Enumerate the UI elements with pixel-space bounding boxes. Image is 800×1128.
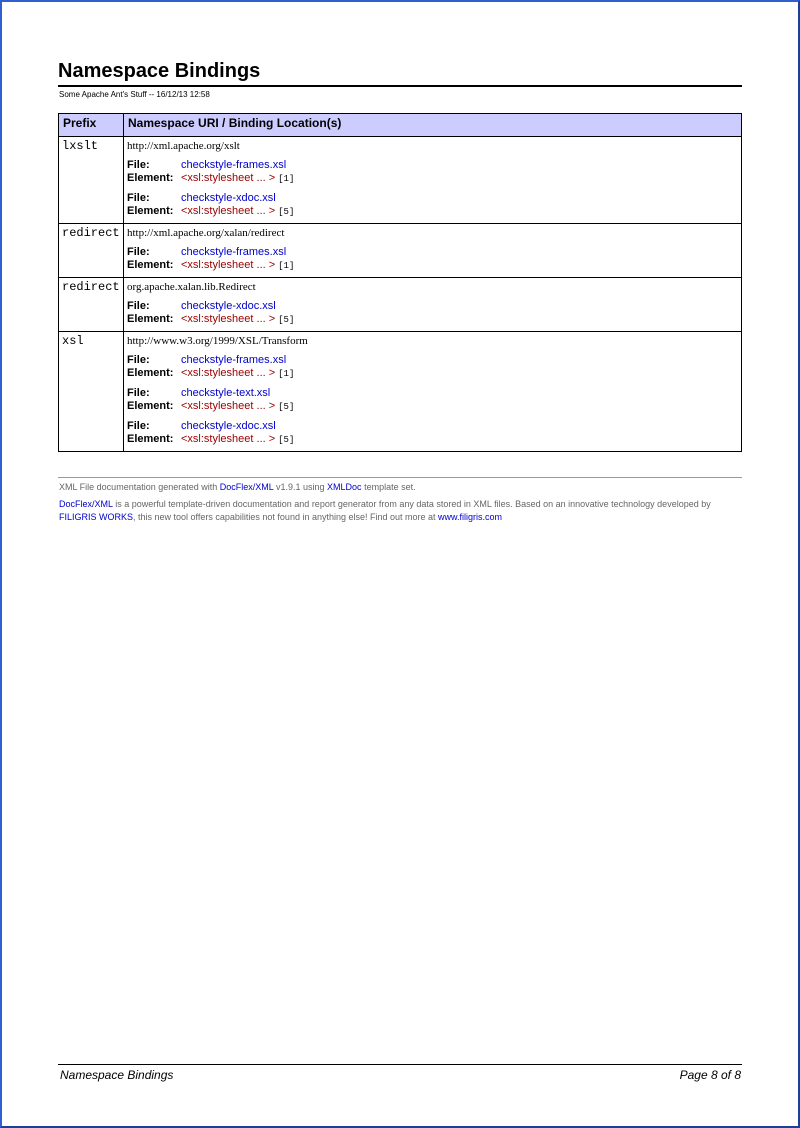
table-row bbox=[59, 332, 742, 452]
file-label: File: bbox=[127, 387, 150, 399]
namespace-uri: http://xml.apache.org/xalan/redirect bbox=[127, 227, 285, 239]
binding-location bbox=[127, 159, 738, 186]
doc-divider bbox=[58, 477, 742, 478]
element-label: Element: bbox=[127, 259, 174, 271]
about-paragraph bbox=[59, 498, 742, 524]
element-link[interactable]: <xsl:stylesheet ... > bbox=[181, 433, 276, 445]
namespace-prefix: redirect bbox=[59, 278, 124, 332]
element-number: [5] bbox=[278, 207, 295, 217]
generated-suffix: template set. bbox=[364, 482, 416, 492]
namespace-table bbox=[58, 113, 742, 452]
element-label: Element: bbox=[127, 172, 174, 184]
binding-location bbox=[127, 387, 738, 414]
file-link[interactable]: checkstyle-xdoc.xsl bbox=[181, 192, 276, 204]
element-label: Element: bbox=[127, 367, 174, 379]
table-row bbox=[59, 224, 742, 278]
file-label: File: bbox=[127, 159, 150, 171]
namespace-cell bbox=[124, 332, 742, 452]
about-docflex-link[interactable]: DocFlex/XML bbox=[59, 499, 113, 509]
filigris-link[interactable]: FILIGRIS WORKS bbox=[59, 512, 134, 522]
page-number: Page 8 of 8 bbox=[679, 1068, 741, 1082]
page-subtitle: Some Apache Ant's Stuff -- 16/12/13 12:58 bbox=[59, 90, 210, 99]
element-number: [5] bbox=[278, 435, 295, 445]
element-number: [1] bbox=[278, 174, 295, 184]
element-link[interactable]: <xsl:stylesheet ... > bbox=[181, 313, 276, 325]
element-label: Element: bbox=[127, 433, 174, 445]
file-link[interactable]: checkstyle-xdoc.xsl bbox=[181, 420, 276, 432]
generated-note bbox=[59, 481, 416, 493]
binding-location bbox=[127, 246, 738, 273]
table-row bbox=[59, 137, 742, 224]
binding-location bbox=[127, 420, 738, 447]
generated-version: v1.9.1 using bbox=[275, 482, 325, 492]
file-label: File: bbox=[127, 246, 150, 258]
binding-location bbox=[127, 192, 738, 219]
docflex-link[interactable]: DocFlex/XML bbox=[219, 482, 274, 492]
table-row bbox=[59, 278, 742, 332]
element-number: [5] bbox=[278, 402, 295, 412]
xmldoc-link[interactable]: XMLDoc bbox=[327, 482, 362, 492]
file-label: File: bbox=[127, 300, 150, 312]
page-title: Namespace Bindings bbox=[58, 60, 261, 82]
namespace-prefix: lxslt bbox=[59, 137, 124, 224]
about-text-1: is a powerful template-driven documentation and report generator from any data stored in XML files. Based on an innovative technology developed by bbox=[115, 499, 711, 509]
element-label: Element: bbox=[127, 313, 174, 325]
namespace-uri: org.apache.xalan.lib.Redirect bbox=[127, 281, 256, 293]
file-label: File: bbox=[127, 420, 150, 432]
element-link[interactable]: <xsl:stylesheet ... > bbox=[181, 205, 276, 217]
binding-location bbox=[127, 354, 738, 381]
binding-location bbox=[127, 300, 738, 327]
element-label: Element: bbox=[127, 400, 174, 412]
about-text-2: , this new tool offers capabilities not found in anything else! Find out more at bbox=[133, 512, 436, 522]
element-link[interactable]: <xsl:stylesheet ... > bbox=[181, 367, 276, 379]
element-label: Element: bbox=[127, 205, 174, 217]
table-header-row bbox=[59, 114, 742, 137]
namespace-uri: http://www.w3.org/1999/XSL/Transform bbox=[127, 335, 308, 347]
namespace-prefix: xsl bbox=[59, 332, 124, 452]
file-link[interactable]: checkstyle-frames.xsl bbox=[181, 354, 287, 366]
file-link[interactable]: checkstyle-text.xsl bbox=[181, 387, 271, 399]
column-header-prefix: Prefix bbox=[59, 114, 124, 137]
filigris-url-link[interactable]: www.filigris.com bbox=[438, 512, 503, 522]
footer-title: Namespace Bindings bbox=[60, 1068, 174, 1082]
namespace-prefix: redirect bbox=[59, 224, 124, 278]
file-label: File: bbox=[127, 354, 150, 366]
element-number: [1] bbox=[278, 369, 295, 379]
generated-prefix: XML File documentation generated with bbox=[59, 482, 218, 492]
file-link[interactable]: checkstyle-xdoc.xsl bbox=[181, 300, 276, 312]
file-label: File: bbox=[127, 192, 150, 204]
namespace-cell bbox=[124, 278, 742, 332]
element-link[interactable]: <xsl:stylesheet ... > bbox=[181, 172, 276, 184]
element-link[interactable]: <xsl:stylesheet ... > bbox=[181, 259, 276, 271]
title-divider bbox=[58, 85, 742, 87]
element-number: [1] bbox=[278, 261, 295, 271]
namespace-cell bbox=[124, 224, 742, 278]
column-header-uri: Namespace URI / Binding Location(s) bbox=[124, 114, 742, 137]
file-link[interactable]: checkstyle-frames.xsl bbox=[181, 246, 287, 258]
table-body bbox=[59, 137, 742, 452]
namespace-cell bbox=[124, 137, 742, 224]
namespace-uri: http://xml.apache.org/xslt bbox=[127, 140, 240, 152]
file-link[interactable]: checkstyle-frames.xsl bbox=[181, 159, 287, 171]
element-link[interactable]: <xsl:stylesheet ... > bbox=[181, 400, 276, 412]
footer-divider bbox=[58, 1064, 742, 1065]
element-number: [5] bbox=[278, 315, 295, 325]
